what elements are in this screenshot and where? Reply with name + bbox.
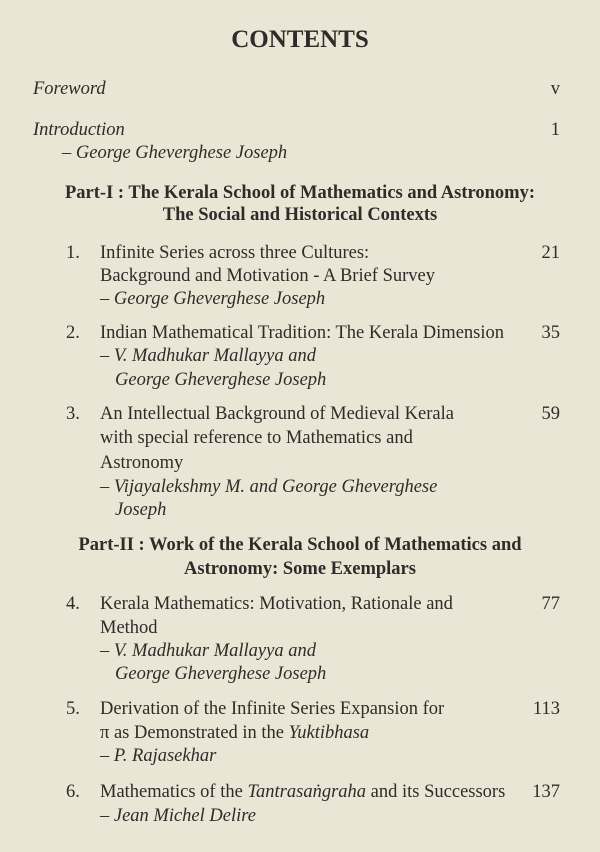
part2-subheading: Astronomy: Some Exemplars: [184, 559, 416, 579]
chapter-title-italic: Tantrasaṅgraha: [247, 782, 367, 802]
part1-subheading: The Social and Historical Contexts: [162, 205, 438, 225]
introduction-page: 1: [550, 120, 560, 140]
chapter-title: Derivation of the Infinite Series Expansion for: [100, 699, 445, 719]
chapter-page: 113: [532, 699, 560, 719]
part2-heading: Part-II : Work of the Kerala School of Mathematics and: [78, 535, 522, 555]
chapter-number: 4.: [66, 594, 80, 614]
chapter-title: Astronomy: [100, 453, 184, 473]
chapter-title: Kerala Mathematics: Motivation, Rationale and: [100, 594, 453, 614]
chapter-author: Joseph: [115, 500, 167, 520]
chapter-number: 3.: [66, 404, 80, 424]
chapter-number: 2.: [66, 323, 80, 343]
chapter-title: with special reference to Mathematics and: [100, 428, 413, 448]
chapter-title: An Intellectual Background of Medieval Kerala: [100, 404, 454, 424]
foreword-page: v: [550, 79, 560, 99]
chapter-number: 6.: [66, 782, 80, 802]
chapter-author: George Gheverghese Joseph: [115, 664, 327, 684]
chapter-title-italic: Yuktibhasa: [288, 723, 370, 743]
part1-heading: Part-I : The Kerala School of Mathematics and Astronomy:: [65, 183, 535, 203]
chapter-page: 21: [541, 243, 560, 263]
chapter-author: – George Gheverghese Joseph: [100, 289, 326, 309]
page-title: CONTENTS: [231, 26, 369, 53]
chapter-author: George Gheverghese Joseph: [115, 370, 327, 390]
chapter-title: Infinite Series across three Cultures:: [100, 243, 370, 263]
chapter-page: 137: [532, 782, 560, 802]
introduction-author: – George Gheverghese Joseph: [62, 143, 288, 163]
chapter-number: 1.: [66, 243, 80, 263]
chapter-author: – P. Rajasekhar: [100, 746, 217, 766]
chapter-title-line: [100, 781, 505, 803]
introduction-label: Introduction: [33, 120, 125, 140]
foreword-label: Foreword: [33, 79, 106, 99]
chapter-page: 35: [541, 323, 560, 343]
chapter-title-line: [100, 722, 369, 744]
chapter-title-text: Mathematics of the: [100, 782, 248, 802]
chapter-author: – Jean Michel Delire: [100, 806, 256, 826]
chapter-title: Method: [100, 618, 158, 638]
chapter-title-text: and its Successors: [366, 782, 506, 802]
chapter-author: – V. Madhukar Mallayya and: [100, 346, 316, 366]
chapter-title: Background and Motivation - A Brief Survey: [100, 266, 436, 286]
chapter-number: 5.: [66, 699, 80, 719]
chapter-page: 59: [541, 404, 560, 424]
chapter-title-text: π as Demonstrated in the: [100, 723, 289, 743]
chapter-page: 77: [541, 594, 560, 614]
chapter-title: Indian Mathematical Tradition: The Kerala Dimension: [100, 323, 505, 343]
chapter-author: – V. Madhukar Mallayya and: [100, 641, 316, 661]
chapter-author: – Vijayalekshmy M. and George Gheverghese: [100, 477, 438, 497]
